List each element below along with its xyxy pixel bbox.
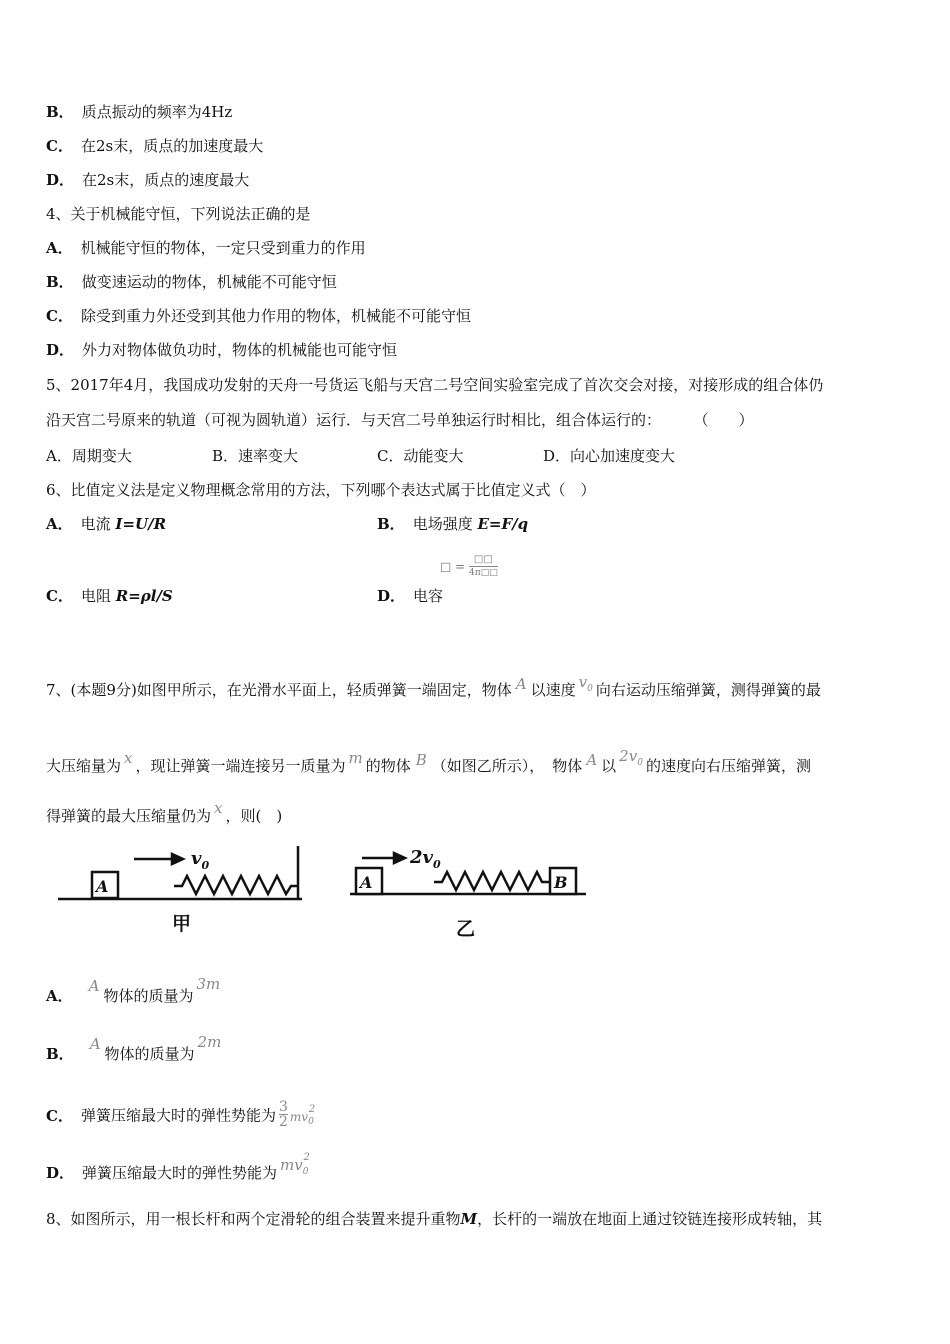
option-label: B． bbox=[377, 515, 405, 533]
v0-subscript: 0 bbox=[201, 859, 210, 872]
q5-stem-line2 bbox=[46, 410, 754, 430]
q5-option-b: B．速率变大 bbox=[212, 447, 299, 465]
q5-option-d: D．向心加速度变大 bbox=[543, 447, 676, 465]
option-label: C． bbox=[46, 307, 73, 325]
q5-stem-text: 沿天宫二号原来的轨道（可视为圆轨道）运行．与天宫二号单独运行时相比，组合体运行的： bbox=[46, 411, 662, 429]
option-label: A． bbox=[46, 515, 73, 533]
math-symbol: A bbox=[88, 977, 100, 995]
option-text: 弹簧压缩最大时的弹性势能为 bbox=[80, 1106, 276, 1125]
arrow-head bbox=[394, 853, 405, 863]
option-text: 在2s末，质点的加速度最大 bbox=[80, 137, 264, 155]
2v0-label bbox=[409, 847, 441, 871]
stem-text: 物体 bbox=[552, 757, 583, 775]
option-label: B． bbox=[46, 103, 74, 121]
formula-lhs: □ = bbox=[440, 559, 466, 574]
spring bbox=[434, 872, 550, 890]
math-symbol: x bbox=[124, 749, 133, 767]
q5-option-a: A．周期变大 bbox=[46, 447, 132, 465]
2v0-subscript: 0 bbox=[432, 858, 441, 871]
figure-yi bbox=[350, 853, 586, 894]
option-label: D． bbox=[377, 587, 406, 605]
q7-option-b bbox=[46, 1033, 222, 1064]
stem-text: 8、如图所示，用一根长杆和两个定滑轮的组合装置来提升重物 bbox=[46, 1210, 461, 1228]
stem-text: 大压缩量为 bbox=[46, 757, 122, 775]
mv-term bbox=[289, 1103, 316, 1127]
option-text: 物体的质量为 bbox=[104, 1045, 195, 1063]
stem-text: （如图乙所示）， bbox=[431, 757, 545, 775]
option-text: 质点振动的频率为4Hz bbox=[81, 103, 233, 121]
option-label: C． bbox=[46, 137, 73, 155]
option-label: B． bbox=[46, 273, 74, 291]
denominator: 2 bbox=[278, 1114, 288, 1130]
option-text: 机械能守恒的物体，一定只受到重力的作用 bbox=[80, 239, 366, 257]
arrow-head bbox=[172, 854, 183, 864]
q7-stem-line3 bbox=[46, 799, 283, 826]
stem-text: 以 bbox=[601, 757, 617, 775]
stem-text: 得弹簧的最大压缩量仍为 bbox=[46, 807, 212, 825]
math-symbol: m bbox=[348, 749, 363, 767]
math-symbol: M bbox=[460, 1210, 478, 1228]
math-symbol: A bbox=[586, 751, 598, 769]
option-text: 物体的质量为 bbox=[103, 987, 194, 1005]
2v0-letters: 2v bbox=[410, 847, 433, 868]
option-text: 做变速运动的物体，机械能不可能守恒 bbox=[81, 273, 337, 291]
stem-text: ，现让弹簧一端连接另一质量为 bbox=[135, 757, 346, 775]
q6-option-d bbox=[377, 586, 443, 606]
q3-option-c bbox=[46, 136, 263, 156]
fraction bbox=[279, 1100, 288, 1129]
caption-yi: 乙 bbox=[456, 918, 476, 940]
subscript: 0 bbox=[587, 684, 593, 694]
q4-option-d bbox=[46, 340, 397, 360]
option-text: 电容 bbox=[413, 587, 444, 605]
q6-option-a bbox=[46, 514, 166, 534]
stem-text: 7、(本题9分)如图甲所示，在光滑水平面上，轻质弹簧一端固定，物体 bbox=[46, 681, 512, 699]
q3-option-b bbox=[46, 102, 232, 122]
stem-text: ，则( ) bbox=[225, 807, 283, 825]
stem-text: 向右运动压缩弹簧，测得弹簧的最 bbox=[595, 681, 821, 699]
q6-option-c bbox=[46, 586, 173, 606]
superscript: 2 bbox=[303, 1152, 310, 1163]
q4-option-a bbox=[46, 238, 366, 258]
v0-letter: v bbox=[191, 848, 202, 869]
mv-letters: mv bbox=[289, 1109, 309, 1124]
stem-text: 的物体 bbox=[365, 757, 411, 775]
q4-option-b bbox=[46, 272, 337, 292]
q4-stem: 4、关于机械能守恒，下列说法正确的是 bbox=[46, 205, 311, 223]
option-label: C． bbox=[46, 1106, 73, 1125]
formula-numerator: □□ bbox=[469, 554, 498, 567]
stem-text: ，长杆的一端放在地面上通过铰链连接形成转轴，其 bbox=[477, 1210, 823, 1228]
subscript: 0 bbox=[637, 758, 643, 768]
2v0-symbol: 2v bbox=[619, 747, 638, 765]
formula-denominator: 4π□□ bbox=[469, 568, 498, 578]
mv-letters: mv bbox=[280, 1156, 303, 1174]
option-label: D． bbox=[46, 1164, 75, 1182]
option-label: D． bbox=[46, 171, 75, 189]
option-text: 外力对物体做负功时，物体的机械能也可能守恒 bbox=[82, 341, 398, 359]
block-b-label: B bbox=[554, 873, 568, 892]
capacitance-formula bbox=[440, 554, 498, 579]
option-text: 电场强度 bbox=[412, 515, 478, 533]
q6-stem: 6、比值定义法是定义物理概念常用的方法，下列哪个表达式属于比值定义式（ ） bbox=[46, 481, 596, 499]
option-label: B． bbox=[46, 1045, 74, 1063]
v0-label bbox=[191, 848, 209, 872]
spring-figure bbox=[50, 838, 600, 943]
q7-option-c bbox=[46, 1099, 316, 1132]
v0-symbol: v bbox=[578, 673, 588, 691]
math-symbol: x bbox=[214, 799, 223, 817]
numerator: 3 bbox=[278, 1099, 288, 1115]
math-value: 2m bbox=[197, 1033, 222, 1051]
stem-text: 以速度 bbox=[530, 681, 576, 699]
option-label: A． bbox=[46, 987, 73, 1005]
math-symbol: A bbox=[89, 1035, 101, 1053]
formula: E=F/q bbox=[477, 515, 529, 533]
q5-option-c: C．动能变大 bbox=[377, 447, 464, 465]
option-text: 电阻 bbox=[80, 587, 116, 605]
caption-jia: 甲 bbox=[172, 913, 192, 935]
q7-stem-line2 bbox=[46, 747, 811, 783]
subscript: 0 bbox=[302, 1167, 309, 1177]
math-symbol bbox=[578, 673, 593, 694]
math-symbol bbox=[619, 747, 643, 768]
superscript: 2 bbox=[308, 1103, 316, 1115]
figure-jia bbox=[58, 846, 302, 899]
subscript: 0 bbox=[308, 1116, 314, 1127]
spring bbox=[174, 876, 298, 894]
option-text: 在2s末，质点的速度最大 bbox=[82, 171, 250, 189]
formula: I=U/R bbox=[115, 515, 167, 533]
q3-option-d bbox=[46, 170, 249, 190]
mv-term bbox=[280, 1152, 310, 1177]
option-label: D． bbox=[46, 341, 75, 359]
q8-stem bbox=[46, 1209, 822, 1229]
q4-option-c bbox=[46, 306, 471, 326]
math-symbol: B bbox=[415, 751, 427, 769]
q5-stem-line1: 5、2017年4月，我国成功发射的天舟一号货运飞船与天宫二号空间实验室完成了首次交会对接，对接形成的组合体仍 bbox=[46, 376, 824, 394]
block-a-label: A bbox=[96, 877, 109, 896]
option-text: 电流 bbox=[80, 515, 116, 533]
option-text: 除受到重力外还受到其他力作用的物体，机械能不可能守恒 bbox=[80, 307, 471, 325]
q7-option-d bbox=[46, 1152, 310, 1190]
option-label: C． bbox=[46, 587, 73, 605]
stem-text: 的速度向右压缩弹簧，测 bbox=[645, 757, 811, 775]
math-symbol: A bbox=[515, 675, 527, 693]
option-label: A． bbox=[46, 239, 73, 257]
q6-option-b bbox=[377, 514, 528, 534]
q7-option-a bbox=[46, 975, 221, 1006]
formula: R=ρl/S bbox=[115, 587, 173, 605]
q7-stem-line1 bbox=[46, 673, 821, 707]
answer-paren: （ ） bbox=[701, 411, 754, 429]
block-a-label: A bbox=[360, 873, 373, 892]
math-value: 3m bbox=[196, 975, 221, 993]
option-text: 弹簧压缩最大时的弹性势能为 bbox=[82, 1164, 278, 1182]
